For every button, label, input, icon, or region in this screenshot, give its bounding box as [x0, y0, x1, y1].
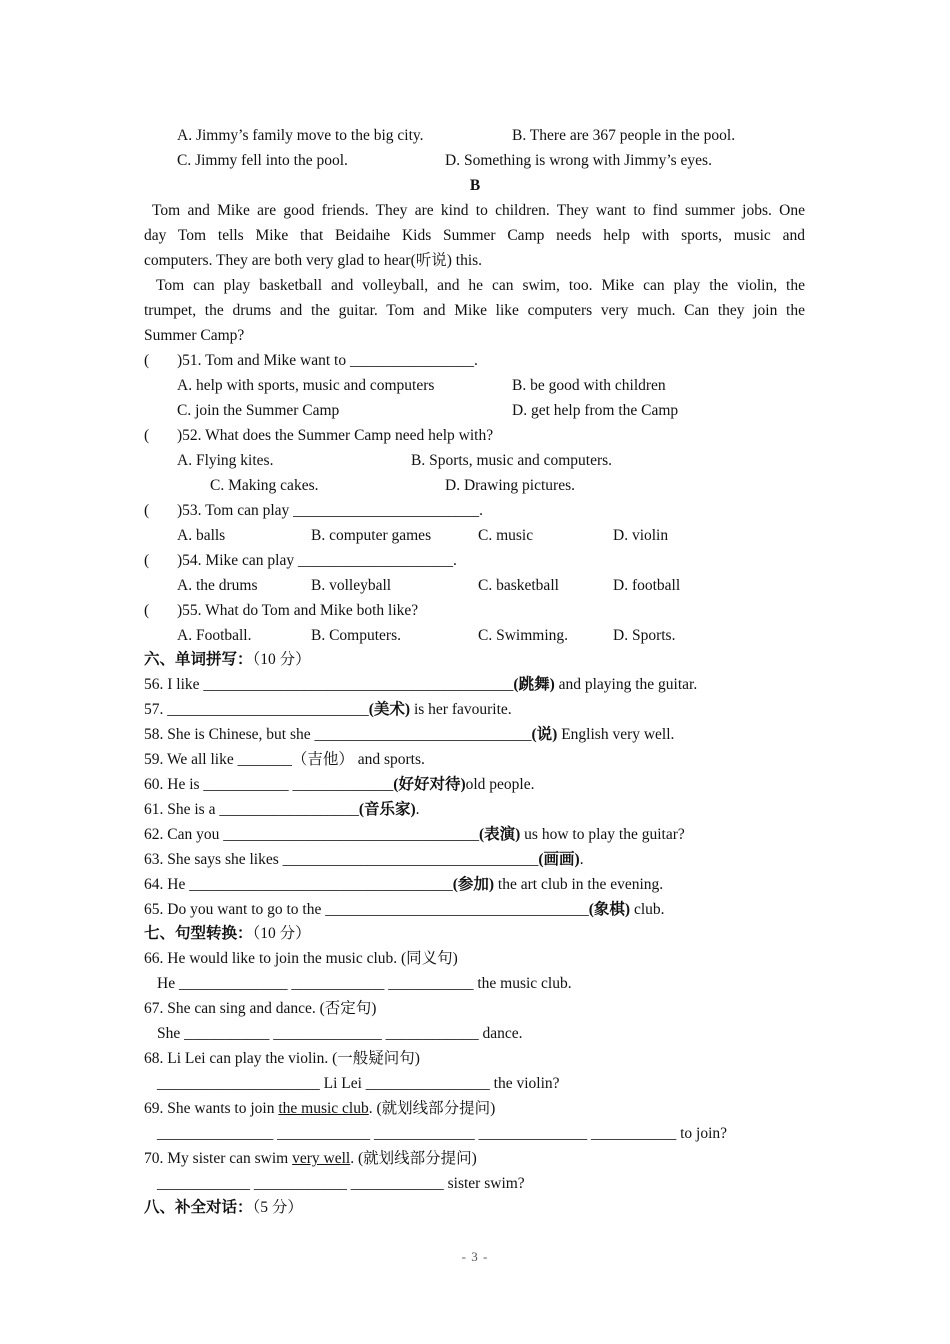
section6-score: （10 分）	[252, 651, 311, 668]
section8-heading	[144, 1198, 303, 1218]
item-58-tail: English very well.	[557, 726, 675, 743]
item-61-tail: .	[415, 801, 420, 818]
item-62-hint: (表演)	[478, 826, 521, 843]
q51-option-a: A. help with sports, music and computers	[177, 377, 435, 394]
item-58-hint: (说)	[531, 726, 558, 743]
q51-stem: )51. Tom and Mike want to ________________.	[177, 352, 478, 369]
q70-text: 70. My sister can swim	[144, 1150, 293, 1167]
item-58	[144, 725, 674, 745]
q52-option-d: D. Drawing pictures.	[445, 477, 575, 494]
q52-option-a: A. Flying kites.	[177, 452, 274, 469]
q67-answer-line: She ___________ ______________ ____________ dance.	[157, 1025, 523, 1042]
item-60-tail: old people.	[465, 776, 535, 793]
passage-title: B	[469, 177, 481, 194]
item-57-tail: is her favourite.	[410, 701, 512, 718]
item-65	[144, 900, 665, 920]
q52-stem: )52. What does the Summer Camp need help with?	[177, 427, 494, 444]
item-61	[144, 800, 420, 820]
item-65-tail: club.	[630, 901, 665, 918]
q53-option-b: B. computer games	[311, 527, 432, 544]
q53-option-a: A. balls	[177, 527, 226, 544]
item-59	[144, 750, 425, 770]
q53-stem: )53. Tom can play ________________________.	[177, 502, 484, 519]
item-64-hint: (参加)	[452, 876, 495, 893]
section8-score: （5 分）	[252, 1199, 303, 1216]
page-number: - 3 -	[461, 1249, 489, 1264]
item-65-hint: (象棋)	[588, 901, 631, 918]
item-56-tail: and playing the guitar.	[554, 676, 698, 693]
q55-option-a: A. Football.	[177, 627, 252, 644]
passage-p2-line3: Summer Camp?	[144, 327, 245, 344]
item-59-text: 59. We all like _______（吉他） and sports.	[144, 751, 425, 768]
q54-option-d: D. football	[613, 577, 681, 594]
section6-heading	[144, 650, 311, 670]
q50-option-d: D. Something is wrong with Jimmy’s eyes.	[445, 152, 712, 169]
q70-instruction: . (就划线部分提问)	[350, 1150, 477, 1167]
q69-underlined: the music club	[278, 1100, 369, 1117]
q68-answer-line: _____________________ Li Lei ________________ the violin?	[157, 1075, 560, 1092]
passage-p2-line1: Tom can play basketball and volleyball, and he can swim, too. Mike can play the violin, the	[156, 277, 805, 294]
item-60-text: 60. He is ___________ _____________	[144, 776, 394, 793]
section7-title: 七、句型转换：	[144, 925, 253, 942]
q52-option-b: B. Sports, music and computers.	[411, 452, 613, 469]
q70-underlined: very well	[292, 1150, 351, 1167]
passage-p1-line1: Tom and Mike are good friends. They are kind to children. They want to find summer jobs. One	[152, 202, 805, 219]
item-65-text: 65. Do you want to go to the __________________________________	[144, 901, 589, 918]
q69-answer-line: _______________ ____________ _____________ ______________ ___________ to join?	[157, 1125, 728, 1142]
q53-paren: (	[144, 502, 150, 519]
q50-option-a: A. Jimmy’s family move to the big city.	[177, 127, 424, 144]
item-62	[144, 825, 685, 845]
q70-question	[144, 1149, 477, 1169]
section7-score: （10 分）	[252, 925, 311, 942]
item-64-text: 64. He __________________________________	[144, 876, 453, 893]
q69-text: 69. She wants to join	[144, 1100, 279, 1117]
q53-option-c: C. music	[478, 527, 534, 544]
passage-p1-line2: day Tom tells Mike that Beidaihe Kids Summer Camp needs help with sports, music and	[144, 227, 805, 244]
item-64	[144, 875, 663, 895]
item-63-hint: (画画)	[538, 851, 580, 868]
q55-option-c: C. Swimming.	[478, 627, 569, 644]
item-60-hint: (好好对待)	[393, 776, 466, 793]
section6-title: 六、单词拼写：	[144, 651, 253, 668]
q55-stem: )55. What do Tom and Mike both like?	[177, 602, 419, 619]
item-56-text: 56. I like ________________________________________	[144, 676, 514, 693]
item-56-hint: (跳舞)	[513, 676, 555, 693]
item-57	[144, 700, 512, 720]
q54-stem: )54. Mike can play ____________________.	[177, 552, 457, 569]
q66-answer-line: He ______________ ____________ ___________ the music club.	[157, 975, 572, 992]
item-57-text: 57. __________________________	[144, 701, 369, 718]
item-57-hint: (美术)	[368, 701, 411, 718]
item-61-hint: (音乐家)	[358, 801, 416, 818]
section7-heading	[144, 924, 311, 944]
item-63-text: 63. She says she likes _________________________________	[144, 851, 539, 868]
q66-question: 66. He would like to join the music club. (同义句)	[144, 950, 458, 967]
q54-paren: (	[144, 552, 150, 569]
q55-option-d: D. Sports.	[613, 627, 676, 644]
q54-option-c: C. basketball	[478, 577, 559, 594]
q52-option-c: C. Making cakes.	[210, 477, 319, 494]
q52-paren: (	[144, 427, 150, 444]
section8-title: 八、补全对话：	[144, 1199, 253, 1216]
q69-instruction: . (就划线部分提问)	[368, 1100, 496, 1117]
item-64-tail: the art club in the evening.	[494, 876, 664, 893]
item-62-tail: us how to play the guitar?	[520, 826, 685, 843]
q68-question: 68. Li Lei can play the violin. (一般疑问句)	[144, 1050, 420, 1067]
item-63-tail: .	[579, 851, 584, 868]
item-62-text: 62. Can you _________________________________	[144, 826, 479, 843]
q55-paren: (	[144, 602, 150, 619]
item-56	[144, 675, 697, 695]
item-63	[144, 850, 584, 870]
q55-option-b: B. Computers.	[311, 627, 401, 644]
q50-option-b: B. There are 367 people in the pool.	[512, 127, 736, 144]
q70-answer-line: ____________ ____________ ____________ sister swim?	[157, 1175, 525, 1192]
q54-option-a: A. the drums	[177, 577, 258, 594]
q67-question: 67. She can sing and dance. (否定句)	[144, 1000, 377, 1017]
q50-option-c: C. Jimmy fell into the pool.	[177, 152, 348, 169]
passage-p1-line3: computers. They are both very glad to hear(听说) this.	[144, 252, 483, 269]
passage-p2-line2: trumpet, the drums and the guitar. Tom and Mike like computers very much. Can they join the	[144, 302, 805, 319]
q51-option-c: C. join the Summer Camp	[177, 402, 340, 419]
q54-option-b: B. volleyball	[311, 577, 392, 594]
item-58-text: 58. She is Chinese, but she ____________________________	[144, 726, 532, 743]
q51-paren: (	[144, 352, 150, 369]
q69-question	[144, 1099, 495, 1119]
item-60	[144, 775, 535, 795]
q51-option-b: B. be good with children	[512, 377, 666, 394]
item-61-text: 61. She is a __________________	[144, 801, 359, 818]
q51-option-d: D. get help from the Camp	[512, 402, 679, 419]
q53-option-d: D. violin	[613, 527, 669, 544]
